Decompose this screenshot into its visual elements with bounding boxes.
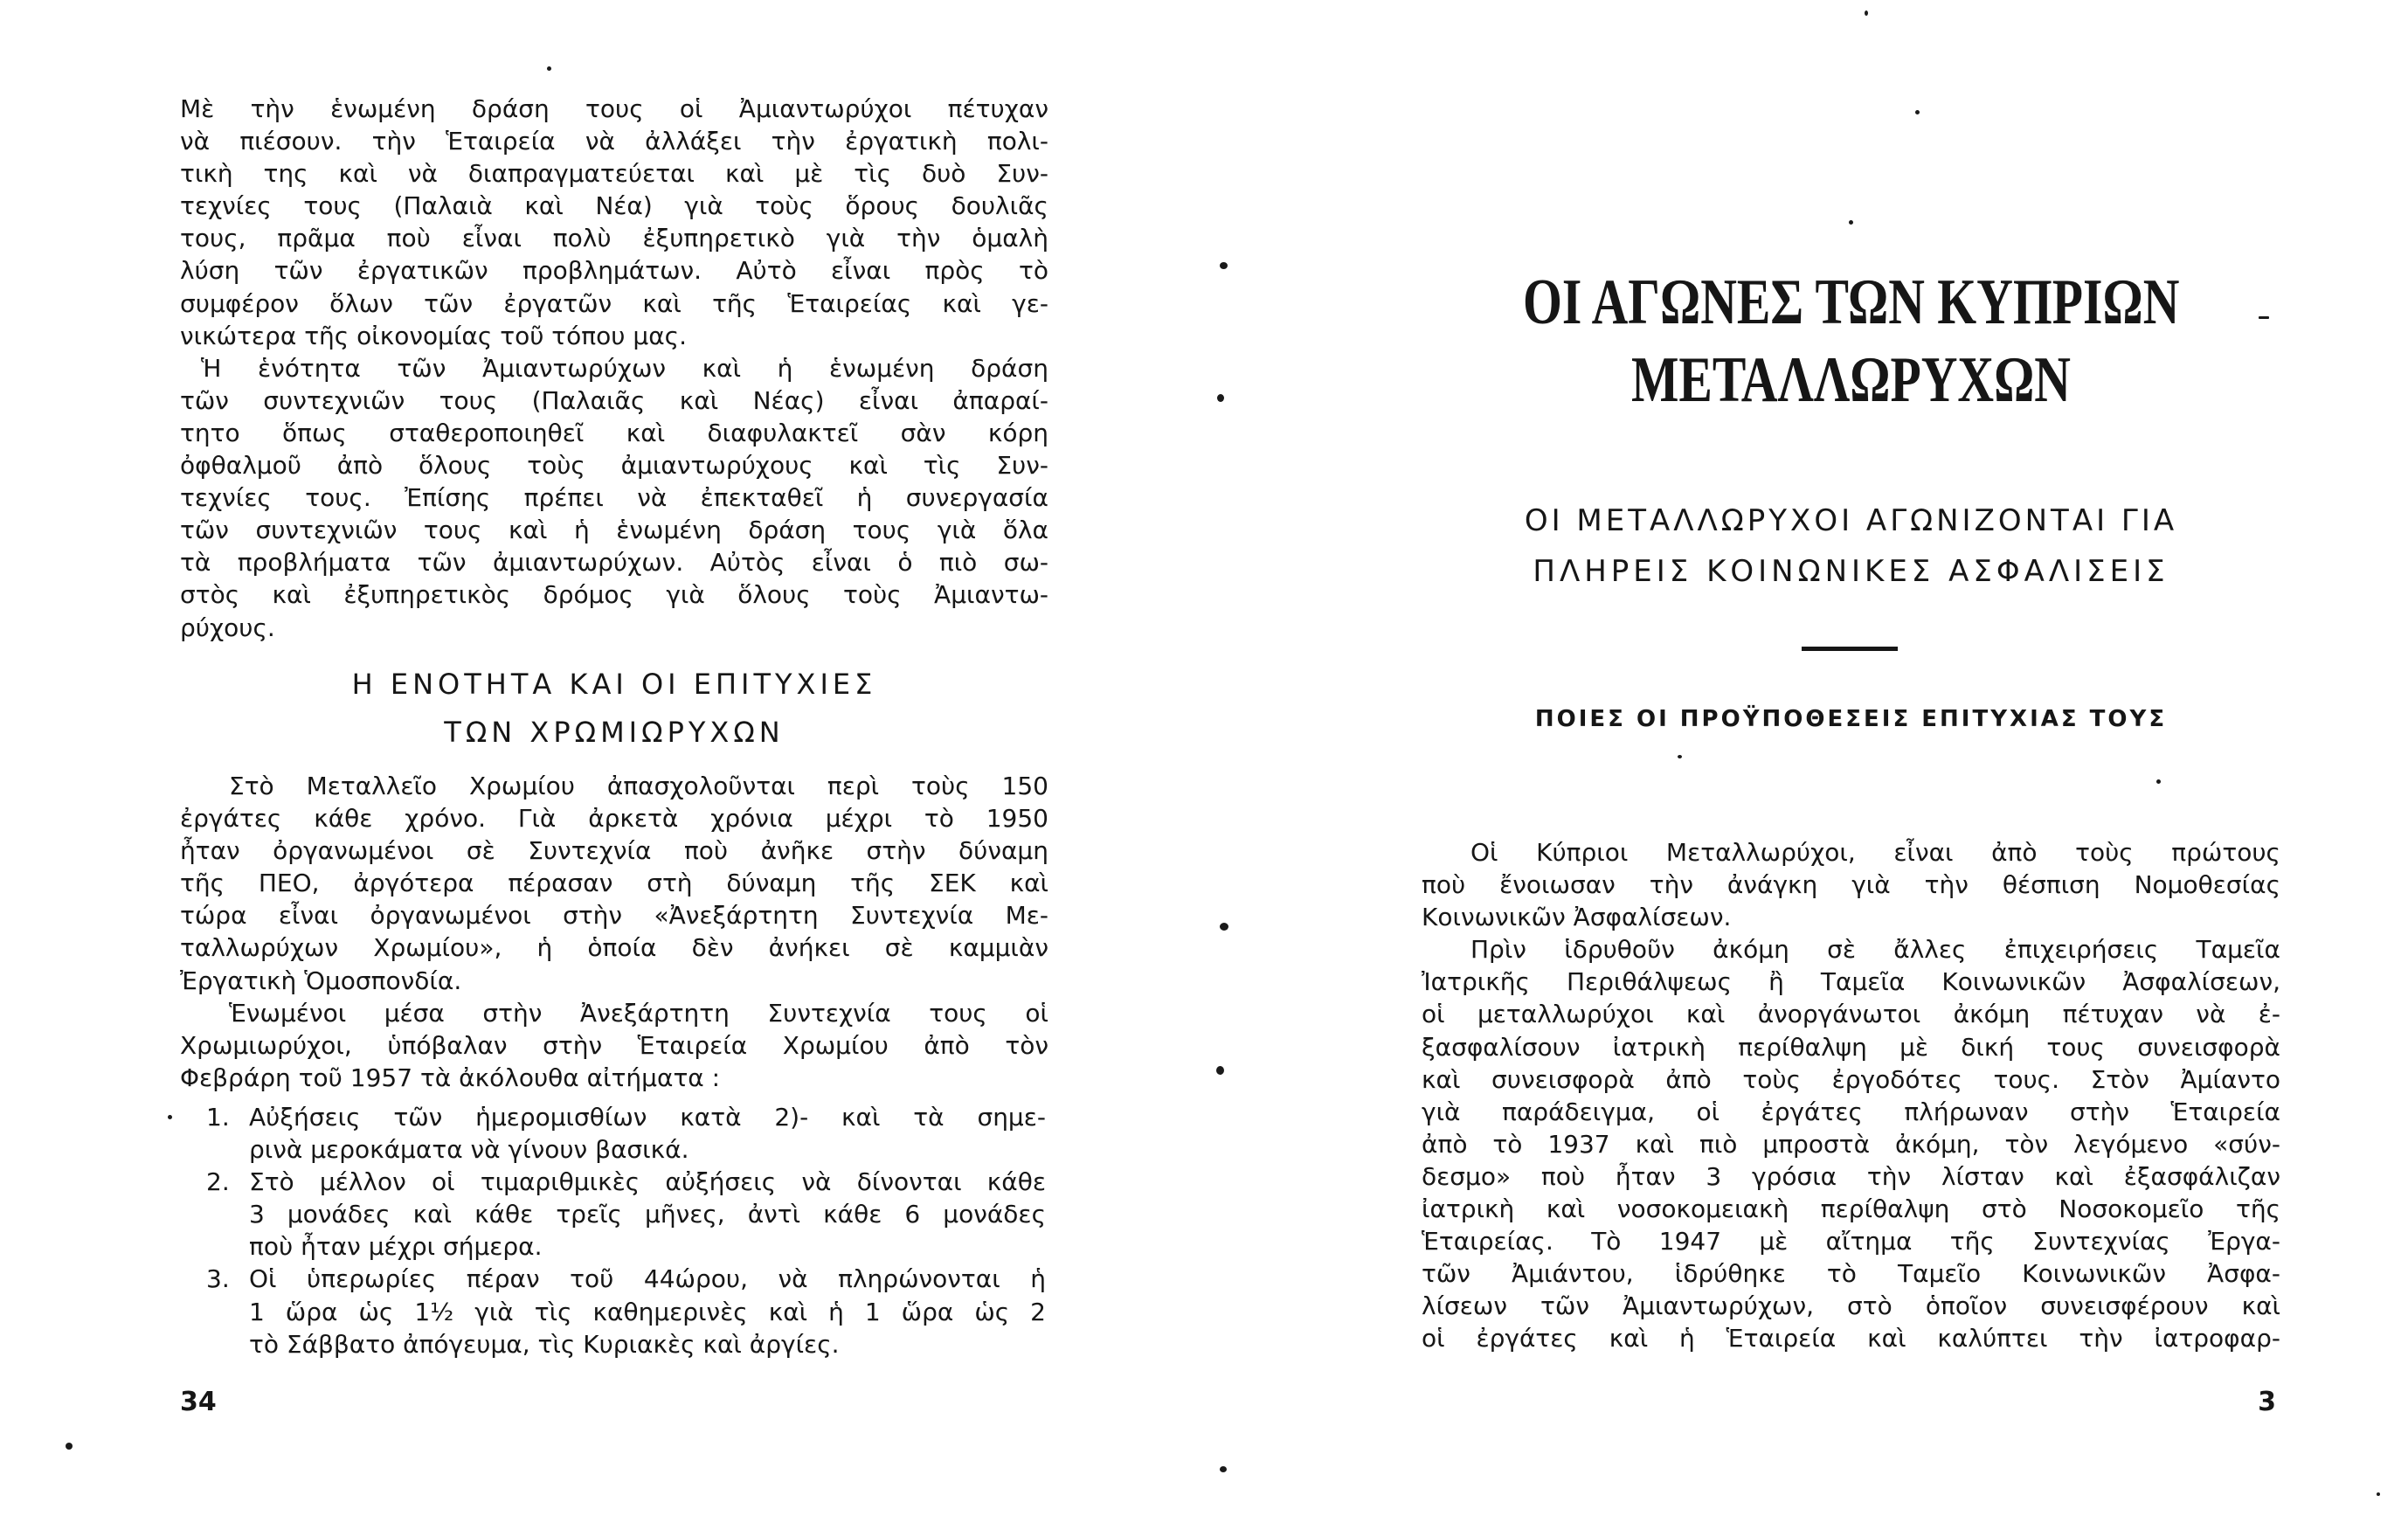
page-number: 34 (180, 1387, 217, 1417)
text-line: ὀφθαλμοῦ ἀπὸ ὅλους τοὺς ἀμιαντωρύχους καὶ τὶς Συν- (180, 451, 1048, 481)
text-line: Ἑνωμένοι μέσα στὴν Ἀνεξάρτητη Συντεχνία τους οἱ (229, 998, 1048, 1028)
text-line: ρινὰ μεροκάματα νὰ γίνουν βασικά. (249, 1135, 689, 1165)
chapter-title-line: ΜΕΤΑΛΛΩΡΥΧΩΝ (1630, 344, 2072, 416)
text-line: ποὺ ἦταν μέχρι σήμερα. (249, 1232, 543, 1262)
text-block-top (180, 93, 1048, 644)
text-line: τους, πρᾶμα ποὺ εἶναι πολὺ ἐξυπηρετικὸ γιὰ τὴν ὁμαλὴ (180, 224, 1048, 253)
text-line: Κοινωνικῶν Ἀσφαλίσεων. (1422, 903, 1732, 932)
text-line: οἱ ἐργάτες καὶ ἡ Ἑταιρεία καὶ καλύπτει τὴν ἰατροφαρ- (1422, 1324, 2280, 1353)
text-line: ἦταν ὀργανωμένοι σὲ Συντεχνία ποὺ ἀνῆκε στὴν δύναμη (180, 836, 1048, 866)
text-line: ταλλωρύχων Χρωμίου», ἡ ὁποία δὲν ἀνήκει σὲ καμμιὰν (180, 933, 1048, 963)
scan-speck (1216, 1066, 1224, 1075)
demand-number: 1. (206, 1103, 230, 1132)
text-line: Οἱ ὑπερωρίες πέραν τοῦ 44ώρου, νὰ πληρώνονται ἡ (249, 1264, 1046, 1294)
section-heading: ΠΟΙΕΣ ΟΙ ΠΡΟΫΠΟΘΕΣΕΙΣ ΕΠΙΤΥΧΙΑΣ ΤΟΥΣ (1534, 706, 2168, 732)
scan-speck (66, 1443, 73, 1450)
section-heading (180, 661, 1048, 757)
scan-speck (547, 66, 551, 71)
demand-number: 3. (206, 1264, 230, 1294)
text-line: τῶν συντεχνιῶν τους (Παλαιᾶς καὶ Νέας) εἶναι ἀπαραί- (180, 385, 1048, 415)
text-line: Μὲ τὴν ἑνωμένη δράση τους οἱ Ἀμιαντωρύχοι πέτυχαν (180, 94, 1048, 123)
chapter-title-line: ΟΙ ΑΓΩΝΕΣ ΤΩΝ ΚΥΠΡΙΩΝ (1522, 267, 2180, 338)
demands-list (180, 1101, 1048, 1360)
text-line: τῆς ΠΕΟ, ἀργότερα πέρασαν στὴ δύναμη τῆς ΣΕΚ καὶ (180, 869, 1048, 898)
scan-speck (2259, 316, 2269, 319)
chapter-subtitle-line: ΠΛΗΡΕΙΣ ΚΟΙΝΩΝΙΚΕΣ ΑΣΦΑΛΙΣΕΙΣ (1533, 554, 2169, 589)
text-line: τῶν συντεχνιῶν τους καὶ ἡ ἑνωμένη δράση τους γιὰ ὅλα (180, 516, 1048, 545)
demand-item (180, 1101, 1048, 1166)
scan-speck (2377, 1492, 2380, 1496)
text-line: τεχνίες τους (Παλαιὰ καὶ Νέα) γιὰ τοὺς ὅρους δουλιᾶς (180, 191, 1048, 221)
chapter-subtitle (1422, 495, 2280, 597)
text-line: Ἰατρικῆς Περιθάλψεως ἢ Ταμεῖα Κοινωνικῶν Ἀσφαλίσεων, (1422, 967, 2280, 997)
text-line: Πρὶν ἱδρυθοῦν ἀκόμη σὲ ἄλλες ἐπιχειρήσεις Ταμεῖα (1470, 935, 2280, 965)
paragraph (180, 997, 1048, 1094)
scan-speck (1217, 394, 1224, 402)
text-block-bottom (180, 770, 1048, 1094)
scan-speck (1915, 110, 1920, 114)
scan-speck (1678, 755, 1682, 758)
scan-speck (168, 1115, 172, 1119)
paragraph (1422, 836, 2280, 933)
text-line: τητο ὅπως σταθεροποιηθεῖ καὶ διαφυλακτεῖ σὰν κόρη (180, 418, 1048, 447)
text-line: λύση τῶν ἐργατικῶν προβλημάτων. Αὐτὸ εἶναι πρὸς τὸ (180, 256, 1048, 286)
text-line: ρύχους. (180, 613, 275, 642)
text-line: λίσεων τῶν Ἀμιαντωρύχων, στὸ ὁποῖον συνεισφέρουν καὶ (1422, 1291, 2280, 1321)
text-line: οἱ μεταλλωρύχοι καὶ ἀνοργάνωτοι ἀκόμη πέτυχαν νὰ ἐ- (1422, 1000, 2280, 1029)
scan-speck (1220, 923, 1228, 931)
text-line: ξασφαλίσουν ἰατρικὴ περίθαλψη μὲ δική τους συνεισφορὰ (1422, 1032, 2280, 1062)
text-line: Φεβράρη τοῦ 1957 τὰ ἀκόλουθα αἰτήματα : (180, 1063, 721, 1092)
chapter-title (1422, 264, 2280, 419)
text-line: Στὸ Μεταλλεῖο Χρωμίου ἀπασχολοῦνται περὶ τοὺς 150 (229, 772, 1048, 800)
paragraph (180, 93, 1048, 352)
right-page (1204, 0, 2408, 1530)
demand-item (180, 1166, 1048, 1263)
text-line: ἀπὸ τὸ 1937 καὶ πιὸ μπροστὰ ἀκόμη, τὸν λεγόμενο «σύν- (1422, 1129, 2280, 1159)
text-line: Ἑταιρείας. Τὸ 1947 μὲ αἴτημα τῆς Συντεχνίας Ἐργα- (1422, 1227, 2280, 1257)
text-line: τεχνίες τους. Ἐπίσης πρέπει νὰ ἐπεκταθεῖ ἡ συνεργασία (180, 483, 1048, 513)
text-line: καὶ συνεισφορὰ ἀπὸ τοὺς ἐργοδότες τους. Στὸν Ἀμίαντο (1422, 1064, 2280, 1094)
text-line: στὸς καὶ ἐξυπηρετικὸς δρόμος γιὰ ὅλους τοὺς Ἀμιαντω- (180, 580, 1048, 610)
chapter-subtitle-line: ΟΙ ΜΕΤΑΛΛΩΡΥΧΟΙ ΑΓΩΝΙΖΟΝΤΑΙ ΓΙΑ (1524, 503, 2178, 538)
paragraph (1422, 933, 2280, 1354)
scan-speck (1849, 220, 1853, 225)
text-line: ἐργάτες κάθε χρόνο. Γιὰ ἀρκετὰ χρόνια μέχρι τὸ 1950 (180, 804, 1048, 834)
text-block (1422, 836, 2280, 1355)
text-line: τῶν Ἀμιάντου, ἱδρύθηκε τὸ Ταμεῖο Κοινωνικῶν Ἀσφα- (1422, 1259, 2280, 1289)
text-line: τικὴ της καὶ νὰ διαπραγματεύεται καὶ μὲ τὶς δυὸ Συν- (180, 159, 1048, 189)
text-line: νὰ πιέσουν. τὴν Ἑταιρεία νὰ ἀλλάξει τὴν ἐργατικὴ πολι- (180, 127, 1048, 156)
scan-speck (1220, 262, 1228, 269)
demand-item (180, 1263, 1048, 1360)
scan-speck (1220, 1466, 1227, 1472)
text-line: Ἡ ἑνότητα τῶν Ἀμιαντωρύχων καὶ ἡ ἑνωμένη δράση (201, 353, 1048, 383)
text-line: Ἐργατικὴ Ὁμοσπονδία. (180, 966, 462, 995)
text-line: 1 ὥρα ὡς 1½ γιὰ τὶς καθημερινὲς καὶ ἡ 1 ὥρα ὡς 2 (249, 1297, 1046, 1326)
text-line: Χρωμιωρύχοι, ὑπόβαλαν στὴν Ἑταιρεία Χρωμίου ἀπὸ τὸν (180, 1030, 1048, 1060)
section-heading-line: Η ΕΝΟΤΗΤΑ ΚΑΙ ΟΙ ΕΠΙΤΥΧΙΕΣ (351, 668, 877, 701)
text-line: τὰ προβλήματα τῶν ἀμιαντωρύχων. Αὐτὸς εἶναι ὁ πιὸ σω- (180, 548, 1048, 578)
text-line: τώρα εἶναι ὀργανωμένοι στὴν «Ἀνεξάρτητη Συντεχνία Με- (180, 901, 1048, 931)
section-heading-line: ΤΩΝ ΧΡΩΜΙΩΡΥΧΩΝ (444, 716, 785, 749)
text-line: ποὺ ἔνοιωσαν τὴν ἀνάγκη γιὰ τὴν θέσπιση Νομοθεσίας (1422, 870, 2280, 900)
text-line: Στὸ μέλλον οἱ τιμαριθμικὲς αὐξήσεις νὰ δίνονται κάθε (249, 1167, 1046, 1197)
text-line: Αὐξήσεις τῶν ἡμερομισθίων κατὰ 2)- καὶ τὰ σημε- (249, 1103, 1046, 1132)
text-line: νικώτερα τῆς οἰκονομίας τοῦ τόπου μας. (180, 321, 687, 350)
demand-number: 2. (206, 1167, 230, 1197)
text-line: συμφέρον ὅλων τῶν ἐργατῶν καὶ τῆς Ἑταιρείας καὶ γε- (180, 288, 1048, 318)
scan-speck (1865, 10, 1868, 16)
text-line: 3 μονάδες καὶ κάθε τρεῖς μῆνες, ἀντὶ κάθε 6 μονάδες (249, 1200, 1046, 1229)
title-rule (1802, 647, 1898, 651)
text-line: ἰατρικὴ καὶ νοσοκομειακὴ περίθαλψη στὸ Νοσοκομεῖο τῆς (1422, 1194, 2280, 1224)
text-line: Οἱ Κύπριοι Μεταλλωρύχοι, εἶναι ἀπὸ τοὺς πρώτους (1470, 838, 2280, 867)
page-number: 3 (2258, 1387, 2276, 1417)
paragraph (180, 352, 1048, 644)
paragraph (180, 770, 1048, 997)
text-line: τὸ Σάββατο ἀπόγευμα, τὶς Κυριακὲς καὶ ἀργίες. (249, 1329, 840, 1359)
scan-speck (2156, 779, 2161, 784)
text-line: δεσμο» ποὺ ἦταν 3 γρόσια τὴν λίσταν καὶ ἐξασφάλιζαν (1422, 1161, 2280, 1191)
text-line: γιὰ παράδειγμα, οἱ ἐργάτες πλήρωναν στὴν Ἑταιρεία (1422, 1097, 2280, 1126)
